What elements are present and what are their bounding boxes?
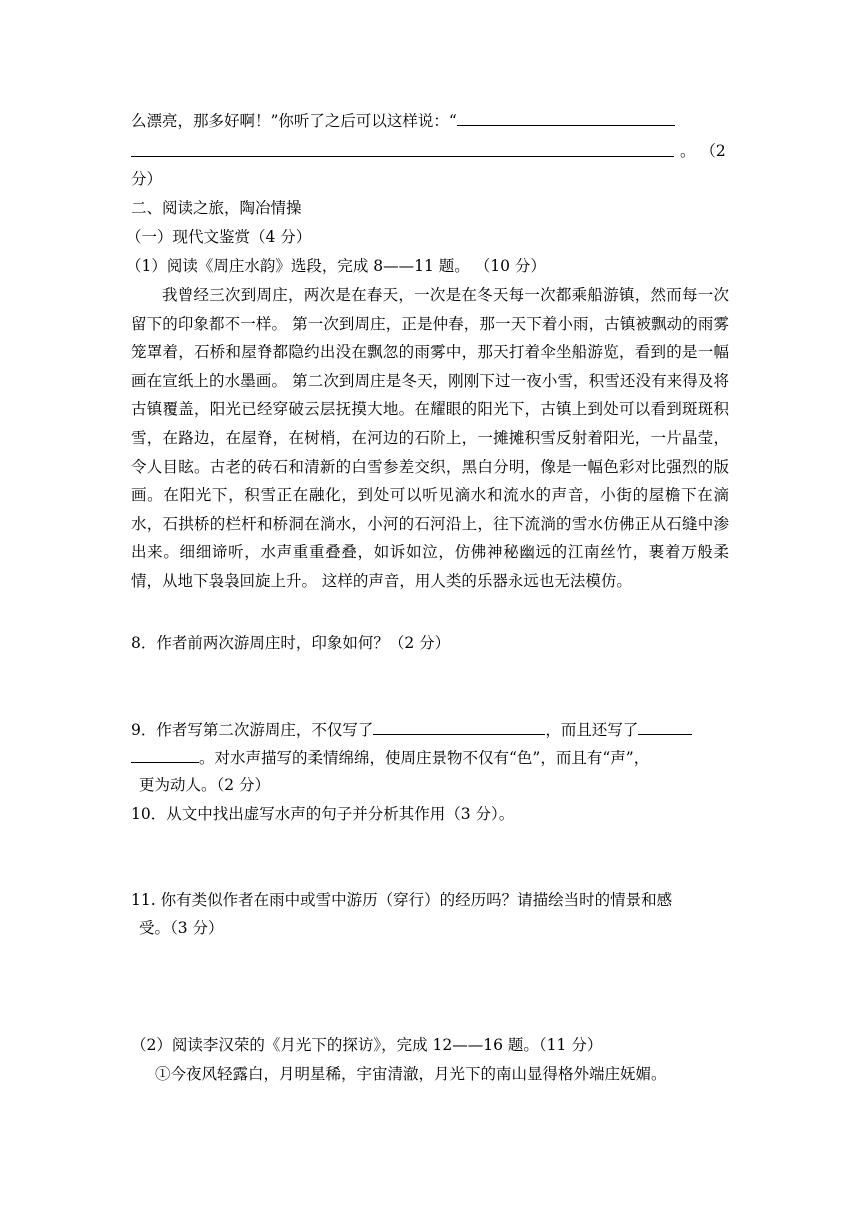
passage-text: 我曾经三次到周庄，两次是在春天，一次是在冬天每一次都乘船游镇，然而每一次留下的印象都不一样。 第一次到周庄，正是仲春，那一天下着小雨，古镇被飘动的雨雾笼罩着，石桥和屋脊都隐约出没在飘忽的雨雾中，那天打着伞坐船游览，看到的是一幅画在宣纸上的水墨画。 第二次到周庄是冬天，刚刚下过一夜小雪，积雪还没有来得及将古镇覆盖，阳光已经穿破云层抚摸大地。在耀眼的阳光下，古镇上到处可以看到斑斑积雪，在路边，在屋脊，在树梢，在河边的石阶上，一摊摊积雪反射着阳光，一片晶莹，令人目眩。古老的砖石和清新的白雪参差交织，黑白分明，像是一幅色彩对比强烈的版画。在阳光下，积雪正在融化，到处可以听见滴水和流水的声音，小街的屋檐下在滴水，石拱桥的栏杆和桥洞在淌水，小河的石河沿上，往下流淌的雪水仿佛正从石缝中渗出来。细细谛听，水声重重叠叠，如诉如泣，仿佛神秘幽远的江南丝竹，裹着万般柔情，从地下袅袅回旋上升。 这样的声音，用人类的乐器永远也无法模仿。: [131, 286, 729, 590]
answer-blank[interactable]: [638, 718, 692, 735]
answer-blank[interactable]: [131, 746, 199, 763]
q7-score-end: 分）: [131, 170, 163, 188]
q9-text-b: ，而且还写了: [545, 721, 639, 739]
q7-score: 。 （2: [680, 142, 726, 160]
question-9-line3: 更为动人。（2 分）: [139, 776, 271, 794]
part1-intro: （1）阅读《周庄水韵》选段，完成 8——11 题。 （10 分）: [126, 257, 546, 275]
q7-text: 么漂亮，那多好啊！”你听了之后可以这样说：“: [131, 112, 457, 130]
section-title: 二、阅读之旅，陶冶情操: [131, 199, 302, 217]
part2-first-line: ①今夜风轻露白，月明星稀，宇宙清澈，月光下的南山显得格外端庄妩媚。: [155, 1065, 667, 1083]
subsection-title: （一）现代文鉴赏（4 分）: [126, 228, 312, 246]
question-11-line1: 11. 你有类似作者在雨中或雪中游历（穿行）的经历吗？请描绘当时的情景和感: [131, 891, 673, 909]
q9-text-c: 。对水声描写的柔情绵绵，使周庄景物不仅有“色”，而且有“声”，: [199, 749, 650, 767]
question-8: 8．作者前两次游周庄时，印象如何？（2 分）: [131, 634, 451, 652]
q7-tail-line: [131, 109, 675, 132]
q7-blank-line: [131, 140, 674, 163]
question-9-line2: [131, 746, 649, 769]
answer-blank[interactable]: [457, 109, 675, 126]
question-10: 10．从文中找出虚写水声的句子并分析其作用（3 分）。: [131, 805, 515, 823]
passage: [131, 281, 729, 596]
answer-blank[interactable]: [131, 140, 674, 157]
q9-text-a: 9．作者写第二次游周庄，不仅写了: [131, 721, 374, 739]
part2-intro: （2）阅读李汉荣的《月光下的探访》，完成 12——16 题。（11 分）: [131, 1036, 603, 1054]
question-9-line1: [131, 718, 692, 741]
answer-blank[interactable]: [373, 718, 545, 735]
question-11-line2: 受。（3 分）: [139, 919, 224, 937]
